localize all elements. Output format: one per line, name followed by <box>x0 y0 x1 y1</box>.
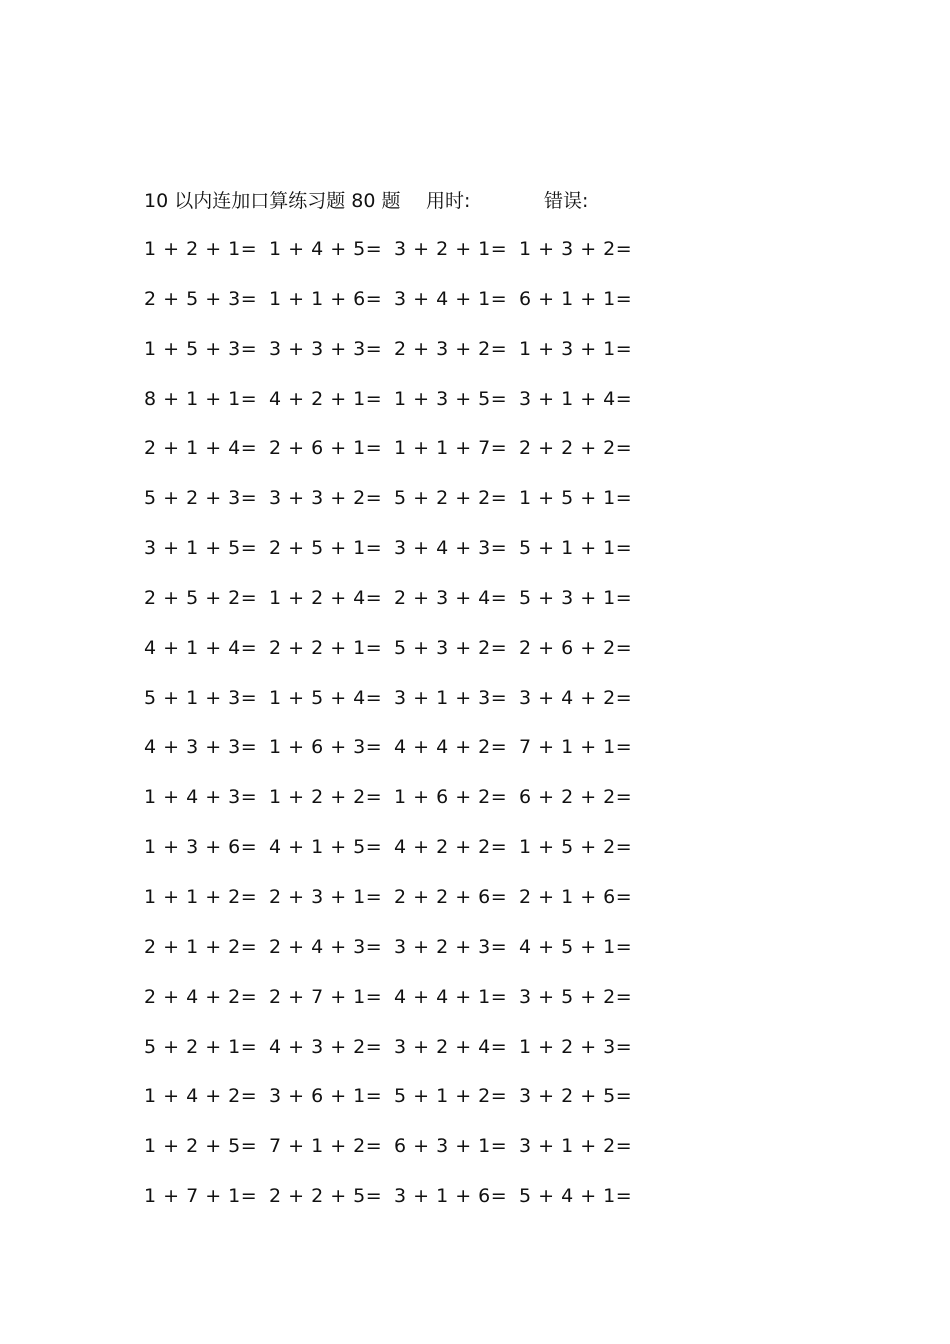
problem-row <box>144 1081 664 1131</box>
problem-item: 2 + 7 + 1= <box>269 985 383 1008</box>
problem-item: 2 + 3 + 4= <box>394 586 508 609</box>
problem-item: 2 + 1 + 4= <box>144 437 258 460</box>
problem-item: 5 + 2 + 1= <box>144 1035 258 1058</box>
problem-item: 1 + 2 + 3= <box>519 1035 633 1058</box>
problem-row <box>144 683 664 733</box>
problem-item: 3 + 4 + 1= <box>394 287 508 310</box>
problem-item: 2 + 4 + 2= <box>144 985 258 1008</box>
problem-item: 7 + 1 + 1= <box>519 736 633 759</box>
problem-item: 4 + 5 + 1= <box>519 935 633 958</box>
problem-item: 1 + 4 + 5= <box>269 238 383 260</box>
problem-item: 6 + 1 + 1= <box>519 287 633 310</box>
problem-item: 1 + 2 + 1= <box>144 238 258 260</box>
problem-item: 1 + 3 + 5= <box>394 387 508 410</box>
problem-row <box>144 284 664 334</box>
problem-item: 1 + 5 + 3= <box>144 337 258 360</box>
problem-row <box>144 782 664 832</box>
problem-item: 1 + 4 + 2= <box>144 1085 258 1108</box>
problem-item: 8 + 1 + 1= <box>144 387 258 410</box>
problem-item: 1 + 5 + 4= <box>269 686 383 709</box>
problem-item: 1 + 3 + 6= <box>144 836 258 859</box>
problem-row <box>144 483 664 533</box>
problem-item: 2 + 3 + 2= <box>394 337 508 360</box>
error-label: 错误: <box>544 190 589 212</box>
problem-item: 2 + 5 + 1= <box>269 537 383 560</box>
problem-item: 3 + 1 + 4= <box>519 387 633 410</box>
problem-item: 1 + 4 + 3= <box>144 786 258 809</box>
problem-item: 5 + 1 + 3= <box>144 686 258 709</box>
problem-item: 1 + 2 + 2= <box>269 786 383 809</box>
problem-item: 2 + 5 + 3= <box>144 287 258 310</box>
problem-item: 5 + 4 + 1= <box>519 1185 633 1208</box>
problem-item: 3 + 1 + 2= <box>519 1135 633 1158</box>
problem-row <box>144 1181 664 1231</box>
problem-item: 1 + 7 + 1= <box>144 1185 258 1208</box>
problem-item: 3 + 2 + 3= <box>394 935 508 958</box>
problem-item: 1 + 3 + 2= <box>519 238 633 260</box>
problem-item: 4 + 3 + 3= <box>144 736 258 759</box>
problem-row <box>144 932 664 982</box>
problem-item: 2 + 2 + 6= <box>394 885 508 908</box>
problem-row <box>144 433 664 483</box>
problem-item: 1 + 1 + 2= <box>144 885 258 908</box>
problem-item: 4 + 4 + 2= <box>394 736 508 759</box>
problem-item: 3 + 2 + 4= <box>394 1035 508 1058</box>
problem-item: 1 + 5 + 1= <box>519 487 633 510</box>
problem-item: 2 + 1 + 6= <box>519 885 633 908</box>
problem-item: 1 + 2 + 5= <box>144 1135 258 1158</box>
problem-item: 2 + 6 + 2= <box>519 636 633 659</box>
problem-item: 5 + 1 + 2= <box>394 1085 508 1108</box>
problem-item: 1 + 1 + 6= <box>269 287 383 310</box>
problem-item: 5 + 2 + 2= <box>394 487 508 510</box>
problem-row <box>144 533 664 583</box>
problem-item: 3 + 5 + 2= <box>519 985 633 1008</box>
problem-row <box>144 384 664 434</box>
worksheet-header <box>144 186 844 216</box>
problem-item: 5 + 2 + 3= <box>144 487 258 510</box>
problem-item: 2 + 1 + 2= <box>144 935 258 958</box>
problem-row <box>144 832 664 882</box>
problem-item: 5 + 3 + 2= <box>394 636 508 659</box>
problem-item: 2 + 2 + 5= <box>269 1185 383 1208</box>
problem-row <box>144 583 664 633</box>
problem-row <box>144 633 664 683</box>
problem-item: 4 + 1 + 4= <box>144 636 258 659</box>
problem-item: 7 + 1 + 2= <box>269 1135 383 1158</box>
problem-item: 5 + 1 + 1= <box>519 537 633 560</box>
problem-item: 1 + 5 + 2= <box>519 836 633 859</box>
problem-item: 3 + 4 + 2= <box>519 686 633 709</box>
problem-item: 3 + 4 + 3= <box>394 537 508 560</box>
problem-item: 3 + 3 + 2= <box>269 487 383 510</box>
time-label: 用时: <box>426 190 471 212</box>
problem-item: 3 + 1 + 3= <box>394 686 508 709</box>
problem-row <box>144 982 664 1032</box>
problem-item: 2 + 4 + 3= <box>269 935 383 958</box>
problem-row <box>144 334 664 384</box>
problem-item: 4 + 2 + 1= <box>269 387 383 410</box>
problem-item: 2 + 2 + 2= <box>519 437 633 460</box>
problem-item: 1 + 1 + 7= <box>394 437 508 460</box>
problem-item: 6 + 2 + 2= <box>519 786 633 809</box>
problem-item: 3 + 6 + 1= <box>269 1085 383 1108</box>
problem-item: 4 + 2 + 2= <box>394 836 508 859</box>
problem-item: 4 + 1 + 5= <box>269 836 383 859</box>
problem-item: 1 + 3 + 1= <box>519 337 633 360</box>
problem-item: 3 + 1 + 5= <box>144 537 258 560</box>
problem-row <box>144 732 664 782</box>
problem-item: 5 + 3 + 1= <box>519 586 633 609</box>
problem-item: 1 + 2 + 4= <box>269 586 383 609</box>
problem-item: 3 + 1 + 6= <box>394 1185 508 1208</box>
problem-item: 2 + 2 + 1= <box>269 636 383 659</box>
problem-item: 2 + 6 + 1= <box>269 437 383 460</box>
worksheet-title: 10 以内连加口算练习题 80 题 <box>144 190 401 212</box>
problem-row <box>144 882 664 932</box>
problem-item: 1 + 6 + 2= <box>394 786 508 809</box>
problem-item: 3 + 3 + 3= <box>269 337 383 360</box>
problem-item: 3 + 2 + 1= <box>394 238 508 260</box>
problem-row <box>144 1032 664 1082</box>
problem-row <box>144 234 664 284</box>
problem-item: 3 + 2 + 5= <box>519 1085 633 1108</box>
problem-item: 2 + 3 + 1= <box>269 885 383 908</box>
problem-item: 6 + 3 + 1= <box>394 1135 508 1158</box>
problem-item: 4 + 4 + 1= <box>394 985 508 1008</box>
problem-grid <box>144 234 664 1231</box>
problem-item: 1 + 6 + 3= <box>269 736 383 759</box>
problem-item: 4 + 3 + 2= <box>269 1035 383 1058</box>
problem-row <box>144 1131 664 1181</box>
problem-item: 2 + 5 + 2= <box>144 586 258 609</box>
